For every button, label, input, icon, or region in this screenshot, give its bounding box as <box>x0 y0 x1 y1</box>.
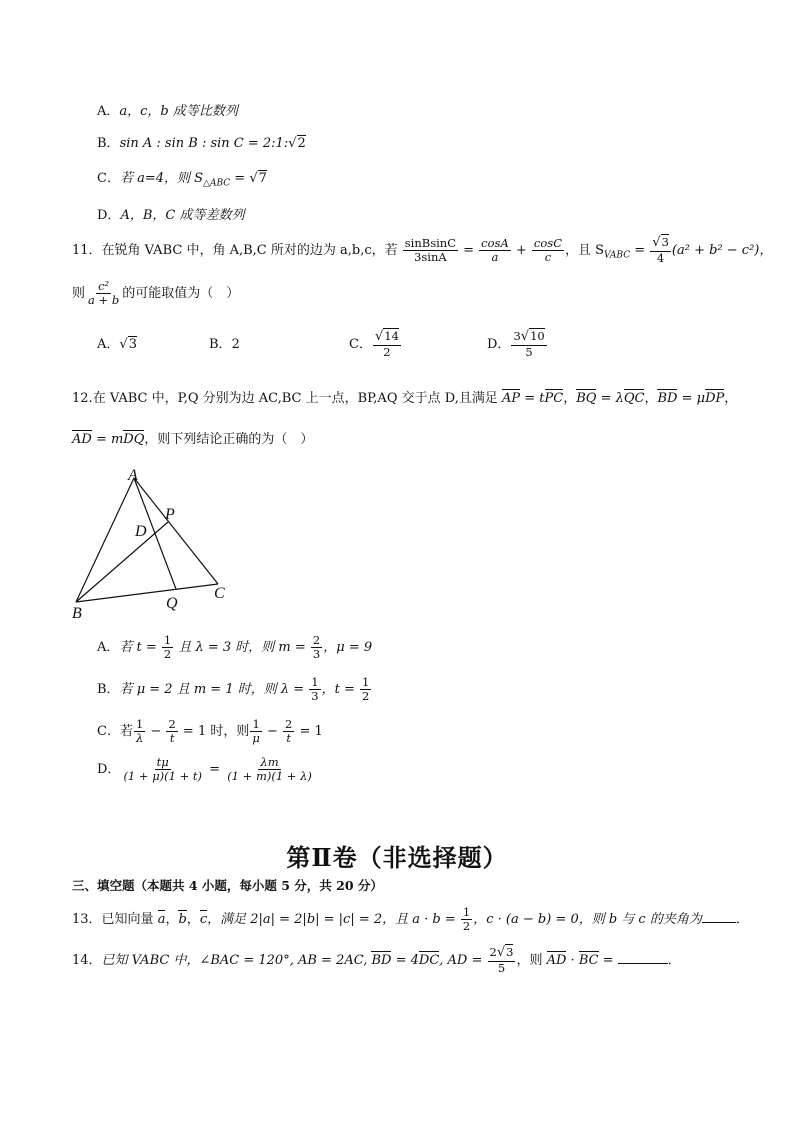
equals: = <box>598 953 618 969</box>
q12-stem-line2 <box>72 432 313 448</box>
side-ab <box>76 478 134 602</box>
section-subheading: 三、填空题（本题共 4 小题，每小题 5 分，共 20 分） <box>72 878 383 893</box>
denominator: 5 <box>525 344 533 359</box>
denominator: a <box>491 250 499 265</box>
denominator: 3sinA <box>414 250 447 265</box>
q12-option-a <box>97 634 372 661</box>
separator: ， <box>724 391 738 406</box>
coefficient: 3 <box>513 329 521 343</box>
option-text: = 1 时，则 <box>178 724 250 740</box>
label-d: D <box>135 523 147 540</box>
vector: BD <box>657 391 678 406</box>
question-number: 14． <box>72 953 102 969</box>
option-text: A，B，C 成等差数列 <box>120 208 245 223</box>
stem-text: ，满足 2|a| = 2|b| = |c| = 2，且 a · b = <box>207 912 460 928</box>
q10-option-a <box>97 104 238 120</box>
option-label: A． <box>97 104 120 119</box>
equals: = <box>630 243 650 259</box>
sqrt-sign: √ <box>288 136 297 151</box>
equation-part: = t <box>520 391 545 406</box>
q12-stem <box>72 391 737 407</box>
option-label: C． <box>349 337 372 353</box>
label-q: Q <box>166 595 178 612</box>
coefficient: 2 <box>489 945 497 959</box>
sqrt-sign: √ <box>119 337 128 352</box>
numerator <box>650 236 671 252</box>
vector: DC <box>418 953 440 969</box>
option-text: 若 t = <box>119 640 161 656</box>
fraction <box>461 906 472 933</box>
question-number: 13． <box>72 912 102 928</box>
denominator: 3 <box>311 689 319 704</box>
fraction <box>225 756 314 783</box>
option-label: D． <box>97 762 121 778</box>
stem-text: 已知向量 <box>101 912 158 928</box>
denominator: 2 <box>462 919 471 934</box>
stem-text: ． <box>735 912 749 928</box>
option-text: ，t = <box>321 682 359 698</box>
q11-stem-line2 <box>72 280 239 307</box>
plus: + <box>511 243 531 259</box>
denominator: 3 <box>312 647 321 662</box>
option-label: D． <box>487 337 511 353</box>
label-b: B <box>72 605 82 622</box>
fraction <box>479 237 511 264</box>
numerator: 2 <box>168 717 176 731</box>
fraction <box>283 718 294 745</box>
vector: BQ <box>576 391 597 406</box>
vector: b <box>178 912 187 928</box>
stem-text: 在 VABC 中，P,Q 分别为边 AC,BC 上一点，BP,AQ 交于点 D,且满足 <box>92 391 498 406</box>
vector: AD <box>72 432 92 447</box>
equation-part: = m <box>91 432 124 447</box>
q11-option-b <box>209 337 240 353</box>
vector: c <box>199 912 208 928</box>
radicand: 10 <box>530 329 545 343</box>
segment-bp <box>76 522 168 602</box>
numerator: sinBsinC <box>404 235 456 250</box>
denominator: t <box>169 731 175 746</box>
fraction <box>373 330 401 359</box>
numerator: λm <box>260 755 279 769</box>
stem-text: ，c · (a − b) = 0，则 b 与 c 的夹角为 <box>473 912 702 928</box>
separator: ， <box>186 912 200 928</box>
numerator: tμ <box>156 755 169 769</box>
denominator: (1 + m)(1 + λ) <box>227 769 312 784</box>
fraction <box>403 237 458 264</box>
numerator <box>373 330 401 346</box>
stem-text: ，则下列结论正确的为（ ） <box>144 432 314 447</box>
minus: − <box>146 724 166 740</box>
denominator: a + b <box>88 293 120 308</box>
stem-text: 在锐角 VABC 中，角 A,B,C 所对的边为 a,b,c，若 <box>101 243 398 259</box>
radicand: 7 <box>258 171 267 186</box>
stem-text: , AD = <box>439 953 487 969</box>
sqrt-sign: √ <box>520 329 530 344</box>
answer-blank[interactable] <box>702 910 736 923</box>
denominator: μ <box>252 731 260 746</box>
numerator: 2 <box>312 633 321 647</box>
denominator: λ <box>135 731 144 746</box>
q11-stem <box>72 236 772 265</box>
stem-text: ，且 S <box>565 243 605 259</box>
fraction <box>532 237 564 264</box>
stem-text: ，则 <box>516 953 547 969</box>
q13-stem <box>72 906 749 933</box>
q12-option-d <box>97 756 315 783</box>
question-number: 12. <box>72 391 93 406</box>
fraction <box>511 330 546 359</box>
stem-text: 的可能取值为（ ） <box>122 286 240 302</box>
option-label: C． <box>97 171 120 186</box>
label-c: C <box>214 585 225 602</box>
radicand: 3 <box>661 235 669 249</box>
numerator: 1 <box>361 675 370 689</box>
option-text: a，c，b 成等比数列 <box>119 104 238 119</box>
separator: ， <box>165 912 179 928</box>
option-label: B． <box>97 682 120 698</box>
vector: BC <box>578 953 599 969</box>
numerator: cosA <box>481 235 509 250</box>
numerator: cosC <box>533 235 562 250</box>
fraction <box>309 676 320 703</box>
sqrt-sign: √ <box>652 235 661 250</box>
numerator: 1 <box>252 717 260 731</box>
vector: a <box>157 912 166 928</box>
vector: AD <box>546 953 567 969</box>
radicand: 3 <box>128 337 137 352</box>
vector: QC <box>623 391 645 406</box>
question-number: 11． <box>72 243 102 259</box>
section-title: 第Ⅱ卷（非选择题） <box>286 843 508 872</box>
sqrt-sign: √ <box>374 329 384 344</box>
vector: BD <box>371 953 392 969</box>
stem-text: = 4 <box>391 953 419 969</box>
denominator: t <box>286 731 291 746</box>
triangle-figure <box>68 466 258 626</box>
option-label: B． <box>97 136 120 151</box>
fraction <box>134 718 145 745</box>
fraction <box>360 676 371 703</box>
equals: = <box>459 243 479 259</box>
option-value: 2 <box>231 337 240 352</box>
option-label: A． <box>97 337 120 352</box>
option-text: = 1 <box>295 724 323 740</box>
option-text: sin A : sin B : sin C = 2:1: <box>119 136 289 151</box>
vector: DP <box>705 391 725 406</box>
fraction <box>250 718 261 745</box>
radicand: 14 <box>384 329 399 343</box>
vector: PC <box>544 391 564 406</box>
denominator: (1 + μ)(1 + t) <box>123 769 203 784</box>
equals: = <box>205 762 225 778</box>
answer-blank[interactable] <box>618 951 668 964</box>
q10-option-b <box>97 136 306 152</box>
radicand: 3 <box>506 945 514 959</box>
q11-option-c <box>349 330 402 359</box>
stem-text: (a² + b² − c²)， <box>671 243 773 259</box>
q10-option-c <box>97 171 267 189</box>
denominator: c <box>544 250 552 265</box>
denominator: 5 <box>497 960 506 975</box>
stem-text: ． <box>667 953 681 969</box>
sqrt-sign: √ <box>496 945 506 960</box>
fraction <box>650 236 671 265</box>
numerator <box>488 946 516 962</box>
dot-operator: · <box>566 953 579 969</box>
equation-part: = μ <box>677 391 706 406</box>
minus: − <box>262 724 283 740</box>
numerator: c² <box>98 279 110 293</box>
radicand: 2 <box>297 136 306 151</box>
option-label: B． <box>209 337 232 352</box>
numerator <box>511 330 546 346</box>
option-text: 若 a=4，则 S <box>119 171 204 186</box>
denominator: 2 <box>383 344 391 359</box>
fraction <box>488 946 516 975</box>
denominator: 4 <box>656 250 665 265</box>
q10-option-d <box>97 208 244 224</box>
q12-option-b <box>97 676 372 703</box>
q12-option-c <box>97 718 323 745</box>
q11-option-d <box>487 330 548 359</box>
label-p: P <box>165 506 175 523</box>
numerator: 1 <box>462 905 471 919</box>
equation-part: = λ <box>596 391 624 406</box>
denominator: 2 <box>163 647 172 662</box>
subscript: VABC <box>604 250 631 261</box>
separator: ， <box>563 391 577 406</box>
option-text: 若 μ = 2 且 m = 1 时，则 λ = <box>119 682 309 698</box>
fraction <box>162 634 173 661</box>
side-ac <box>134 478 218 584</box>
q11-option-a <box>97 337 137 353</box>
numerator: 2 <box>285 717 293 731</box>
option-label: C． <box>97 724 120 740</box>
option-text: 且 λ = 3 时，则 m = <box>174 640 310 656</box>
fraction <box>121 756 204 783</box>
vector: AP <box>501 391 521 406</box>
sqrt-sign: √ <box>249 171 258 186</box>
numerator: 1 <box>135 717 144 731</box>
vector: DQ <box>123 432 145 447</box>
q14-stem <box>72 946 681 975</box>
option-label: A． <box>97 640 120 656</box>
option-text: ，μ = 9 <box>323 640 373 656</box>
fraction <box>86 280 121 307</box>
label-a: A <box>128 467 138 484</box>
equals: = <box>230 171 250 186</box>
stem-text: 则 <box>72 286 86 302</box>
option-text: 若 <box>119 724 133 740</box>
fraction <box>166 718 177 745</box>
subscript: △ABC <box>203 178 231 189</box>
denominator: 2 <box>361 689 370 704</box>
stem-text: 已知 VABC 中，∠BAC = 120°, AB = 2AC, <box>101 953 372 969</box>
separator: ， <box>644 391 658 406</box>
fraction <box>311 634 322 661</box>
numerator: 1 <box>163 633 172 647</box>
option-label: D． <box>97 208 121 223</box>
numerator: 1 <box>311 675 319 689</box>
side-bc <box>76 584 218 602</box>
